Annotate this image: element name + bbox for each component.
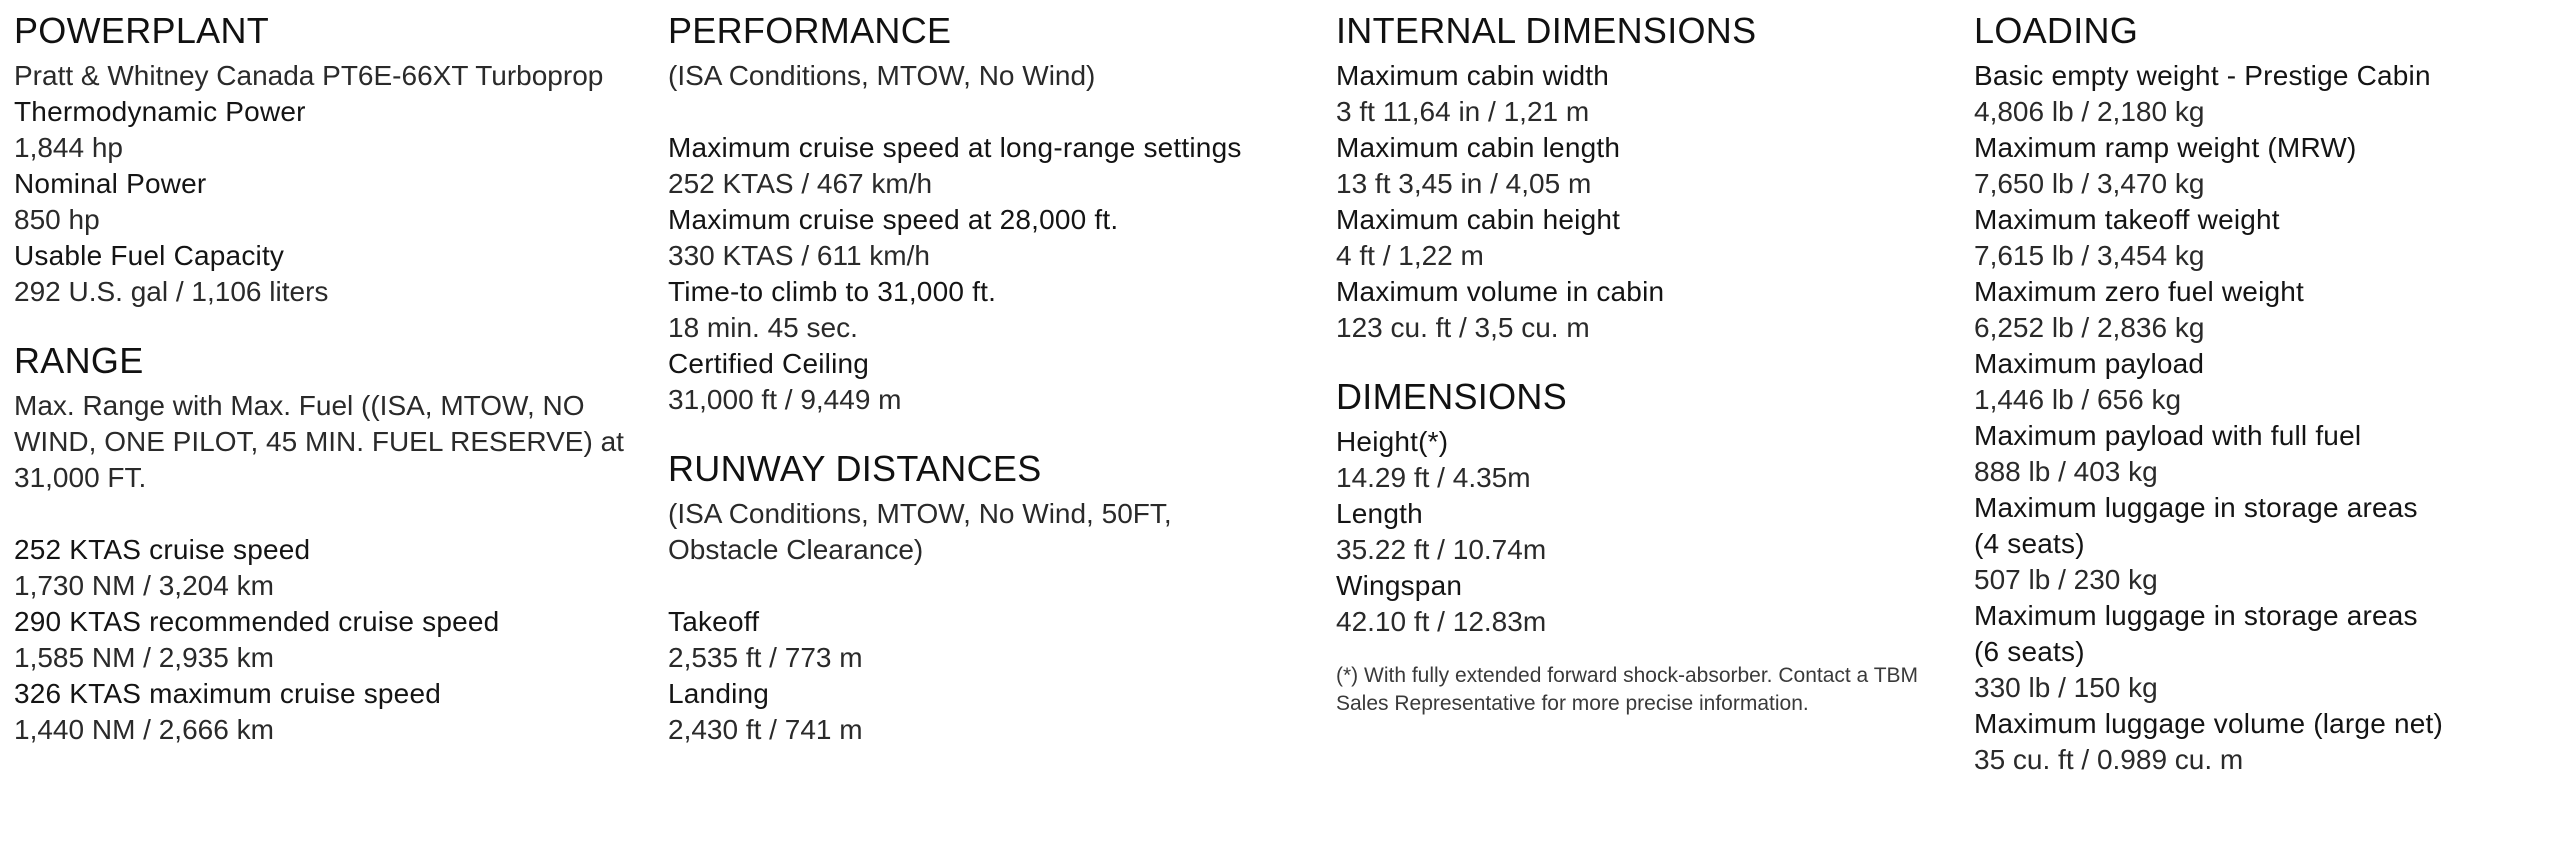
spec-label: Maximum takeoff weight — [1974, 204, 2280, 235]
spec-label: Basic empty weight - Prestige Cabin — [1974, 60, 2431, 91]
spec-item — [668, 604, 1308, 676]
spec-item — [668, 346, 1308, 418]
spec-label: Maximum zero fuel weight — [1974, 276, 2305, 307]
performance-conditions: (ISA Conditions, MTOW, No Wind) — [668, 60, 1096, 91]
spec-label: Maximum luggage in storage areas (4 seats) — [1974, 492, 2418, 559]
spec-value: 1,730 NM / 3,204 km — [14, 570, 274, 601]
spec-value: 252 KTAS / 467 km/h — [668, 168, 933, 199]
spec-value: 850 hp — [14, 204, 100, 235]
spec-value: 123 cu. ft / 3,5 cu. m — [1336, 312, 1590, 343]
spec-item — [1974, 418, 2554, 490]
spec-label: Maximum payload — [1974, 348, 2205, 379]
spec-value: 14.29 ft / 4.35m — [1336, 462, 1531, 493]
engine-model: Pratt & Whitney Canada PT6E-66XT Turboprop — [14, 60, 604, 91]
spec-value: 2,430 ft / 741 m — [668, 714, 863, 745]
spec-label: Maximum cabin height — [1336, 204, 1621, 235]
spec-item — [1974, 130, 2554, 202]
spec-label: Takeoff — [668, 606, 760, 637]
spec-label: Maximum cruise speed at 28,000 ft. — [668, 204, 1119, 235]
spec-value: 1,844 hp — [14, 132, 123, 163]
spec-item — [668, 676, 1308, 748]
spec-value: 330 lb / 150 kg — [1974, 672, 2158, 703]
spec-label: 252 KTAS cruise speed — [14, 534, 311, 565]
spec-item — [1336, 130, 1946, 202]
loading-title: LOADING — [1974, 10, 2139, 51]
spec-value: 35.22 ft / 10.74m — [1336, 534, 1547, 565]
spec-item — [1974, 598, 2554, 706]
spec-value: 35 cu. ft / 0.989 cu. m — [1974, 744, 2244, 775]
spec-label: Nominal Power — [14, 168, 207, 199]
spec-label: 290 KTAS recommended cruise speed — [14, 606, 500, 637]
spec-value: 1,585 NM / 2,935 km — [14, 642, 274, 673]
runway-title: RUNWAY DISTANCES — [668, 448, 1042, 489]
spec-label: Maximum volume in cabin — [1336, 276, 1665, 307]
spec-label: Usable Fuel Capacity — [14, 240, 285, 271]
spec-label: Maximum luggage volume (large net) — [1974, 708, 2444, 739]
spec-value: 13 ft 3,45 in / 4,05 m — [1336, 168, 1592, 199]
spec-item — [1336, 496, 1946, 568]
column-3 — [1336, 10, 1946, 748]
internal-dimensions-title: INTERNAL DIMENSIONS — [1336, 10, 1757, 51]
spec-value: 31,000 ft / 9,449 m — [668, 384, 902, 415]
spec-item — [14, 532, 654, 604]
spec-item — [1336, 568, 1946, 640]
spec-label: Maximum cruise speed at long-range settings — [668, 132, 1242, 163]
spec-item — [1974, 58, 2554, 130]
performance-section — [668, 10, 1308, 418]
spec-label: 326 KTAS maximum cruise speed — [14, 678, 442, 709]
spec-value: 42.10 ft / 12.83m — [1336, 606, 1547, 637]
powerplant-title: POWERPLANT — [14, 10, 270, 51]
spec-value: 1,446 lb / 656 kg — [1974, 384, 2182, 415]
spec-label: Wingspan — [1336, 570, 1463, 601]
spec-item — [14, 604, 654, 676]
spacer — [668, 94, 1308, 130]
spec-value: 4,806 lb / 2,180 kg — [1974, 96, 2205, 127]
spec-item — [1974, 202, 2554, 274]
spec-item — [1336, 424, 1946, 496]
column-1 — [14, 10, 654, 778]
spec-value: 6,252 lb / 2,836 kg — [1974, 312, 2205, 343]
dimensions-title: DIMENSIONS — [1336, 376, 1568, 417]
spec-item — [1974, 706, 2554, 778]
loading-section — [1974, 10, 2554, 778]
spec-label: Maximum ramp weight (MRW) — [1974, 132, 2357, 163]
spec-value: 1,440 NM / 2,666 km — [14, 714, 274, 745]
range-section — [14, 340, 654, 748]
spec-value: 292 U.S. gal / 1,106 liters — [14, 276, 329, 307]
spec-value: 3 ft 11,64 in / 1,21 m — [1336, 96, 1590, 127]
range-title: RANGE — [14, 340, 144, 381]
spec-value: 7,615 lb / 3,454 kg — [1974, 240, 2205, 271]
powerplant-section — [14, 10, 654, 310]
spec-item — [14, 676, 654, 748]
spec-value: 2,535 ft / 773 m — [668, 642, 863, 673]
spec-value: 330 KTAS / 611 km/h — [668, 240, 930, 271]
spec-label: Time-to climb to 31,000 ft. — [668, 276, 997, 307]
spec-value: 888 lb / 403 kg — [1974, 456, 2158, 487]
spec-label: Maximum cabin length — [1336, 132, 1621, 163]
spec-item — [14, 166, 654, 238]
spec-item — [1336, 58, 1946, 130]
spec-item — [668, 202, 1308, 274]
dimensions-footnote: (*) With fully extended forward shock-absorber. Contact a TBM Sales Representative for more precise information. — [1336, 664, 1919, 715]
spec-item — [1974, 346, 2554, 418]
spec-value: 7,650 lb / 3,470 kg — [1974, 168, 2205, 199]
spec-item — [1336, 274, 1946, 346]
internal-dimensions-section — [1336, 10, 1946, 346]
dimensions-section — [1336, 376, 1946, 718]
spec-label: Maximum luggage in storage areas (6 seats) — [1974, 600, 2418, 667]
spec-label: Maximum cabin width — [1336, 60, 1609, 91]
spacer — [14, 496, 654, 532]
spec-label: Landing — [668, 678, 770, 709]
spec-label: Maximum payload with full fuel — [1974, 420, 2362, 451]
spec-value: 4 ft / 1,22 m — [1336, 240, 1484, 271]
spec-value: 507 lb / 230 kg — [1974, 564, 2158, 595]
spec-label: Length — [1336, 498, 1423, 529]
spec-item — [14, 238, 654, 310]
spacer — [668, 568, 1308, 604]
column-4 — [1974, 10, 2554, 808]
spec-label: Thermodynamic Power — [14, 96, 306, 127]
performance-title: PERFORMANCE — [668, 10, 952, 51]
spec-item — [14, 94, 654, 166]
spec-item — [1974, 490, 2554, 598]
runway-conditions: (ISA Conditions, MTOW, No Wind, 50FT, Obstacle Clearance) — [668, 498, 1172, 565]
spec-value: 18 min. 45 sec. — [668, 312, 858, 343]
column-2 — [668, 10, 1308, 778]
spec-item — [1336, 202, 1946, 274]
range-conditions: Max. Range with Max. Fuel ((ISA, MTOW, NO WIND, ONE PILOT, 45 MIN. FUEL RESERVE) at 31,000 FT. — [14, 390, 624, 493]
runway-section — [668, 448, 1308, 748]
spec-item — [668, 130, 1308, 202]
spec-item — [1974, 274, 2554, 346]
spec-label: Height(*) — [1336, 426, 1449, 457]
spec-item — [668, 274, 1308, 346]
spec-label: Certified Ceiling — [668, 348, 870, 379]
